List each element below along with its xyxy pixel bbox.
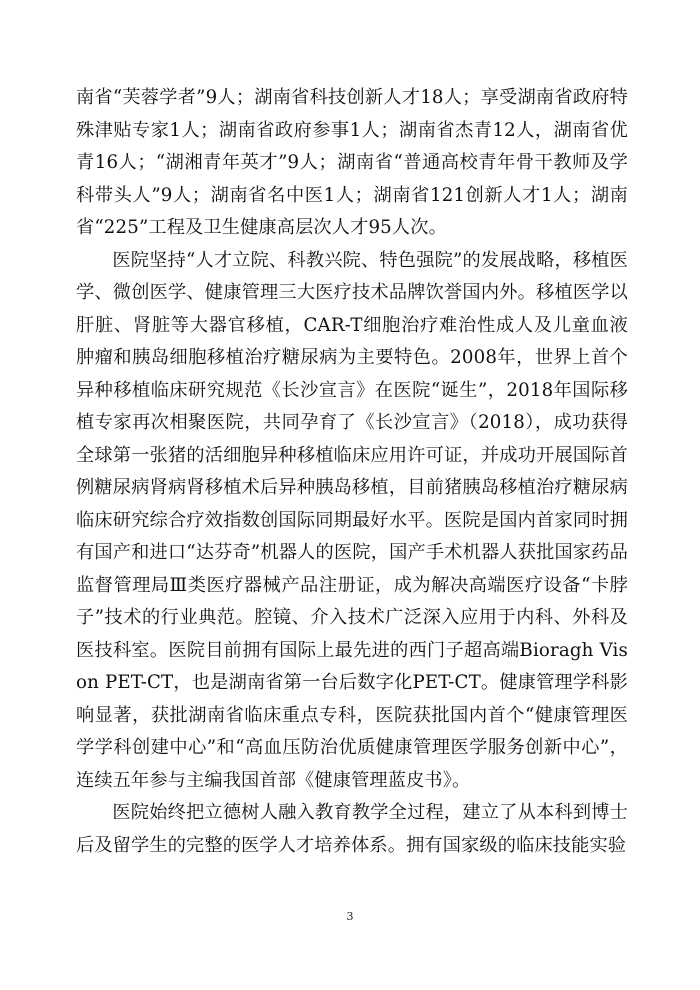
paragraph-development-strategy: 医院坚持“人才立院、科教兴院、特色强院”的发展战略，移植医学、微创医学、健康管理三大医疗技术品牌饮誉国内外。移植医学以肝脏、肾脏等大器官移植，CAR-T细胞治疗难治性成人及儿童血液肿瘤和胰岛细胞移植治疗糖尿病为主要特色。2008年，世界上首个异种移植临床研究规范《长沙宣言》在医院“诞生”，2018年国际移植专家再次相聚医院，共同孕育了《长沙宣言》（2018），成功获得全球第一张猪的活细胞异种移植临床应用许可证，并成功开展国际首例糖尿病肾病肾移植术后异种胰岛移植，目前猪胰岛移植治疗糖尿病临床研究综合疗效指数创国际同期最好水平。医院是国内首家同时拥有国产和进口“达芬奇”机器人的医院，国产手术机器人获批国家药品监督管理局Ⅲ类医疗器械产品注册证，成为解决高端医疗设备“卡脖子”技术的行业典范。腔镜、介入技术广泛深入应用于内科、外科及医技科室。医院目前拥有国际上最先进的西门子超高端Bioragh Vison PET-CT，也是湖南省第一台后数字化PET-CT。健康管理学科影响显著，获批湖南省临床重点专科，医院获批国内首个“健康管理医学学科创建中心”和“高血压防治优质健康管理医学服务创新中心”，连续五年参与主编我国首部《健康管理蓝皮书》。 (76, 249, 628, 791)
paragraph-talent-list: 南省“芙蓉学者”9人；湖南省科技创新人才18人；享受湖南省政府特殊津贴专家1人；湖南省政府参事1人；湖南省杰青12人，湖南省优青16人；“湖湘青年英才”9人；湖南省“普通高校青年骨干教师及学科带头人”9人；湖南省名中医1人；湖南省121创新人才1人；湖南省“225”工程及卫生健康高层次人才95人次。 (76, 87, 628, 238)
paragraph-education: 医院始终把立德树人融入教育教学全过程，建立了从本科到博士后及留学生的完整的医学人才培养体系。拥有国家级的临床技能实验 (76, 802, 628, 856)
page-number: 3 (346, 910, 354, 923)
body-text (76, 82, 628, 862)
